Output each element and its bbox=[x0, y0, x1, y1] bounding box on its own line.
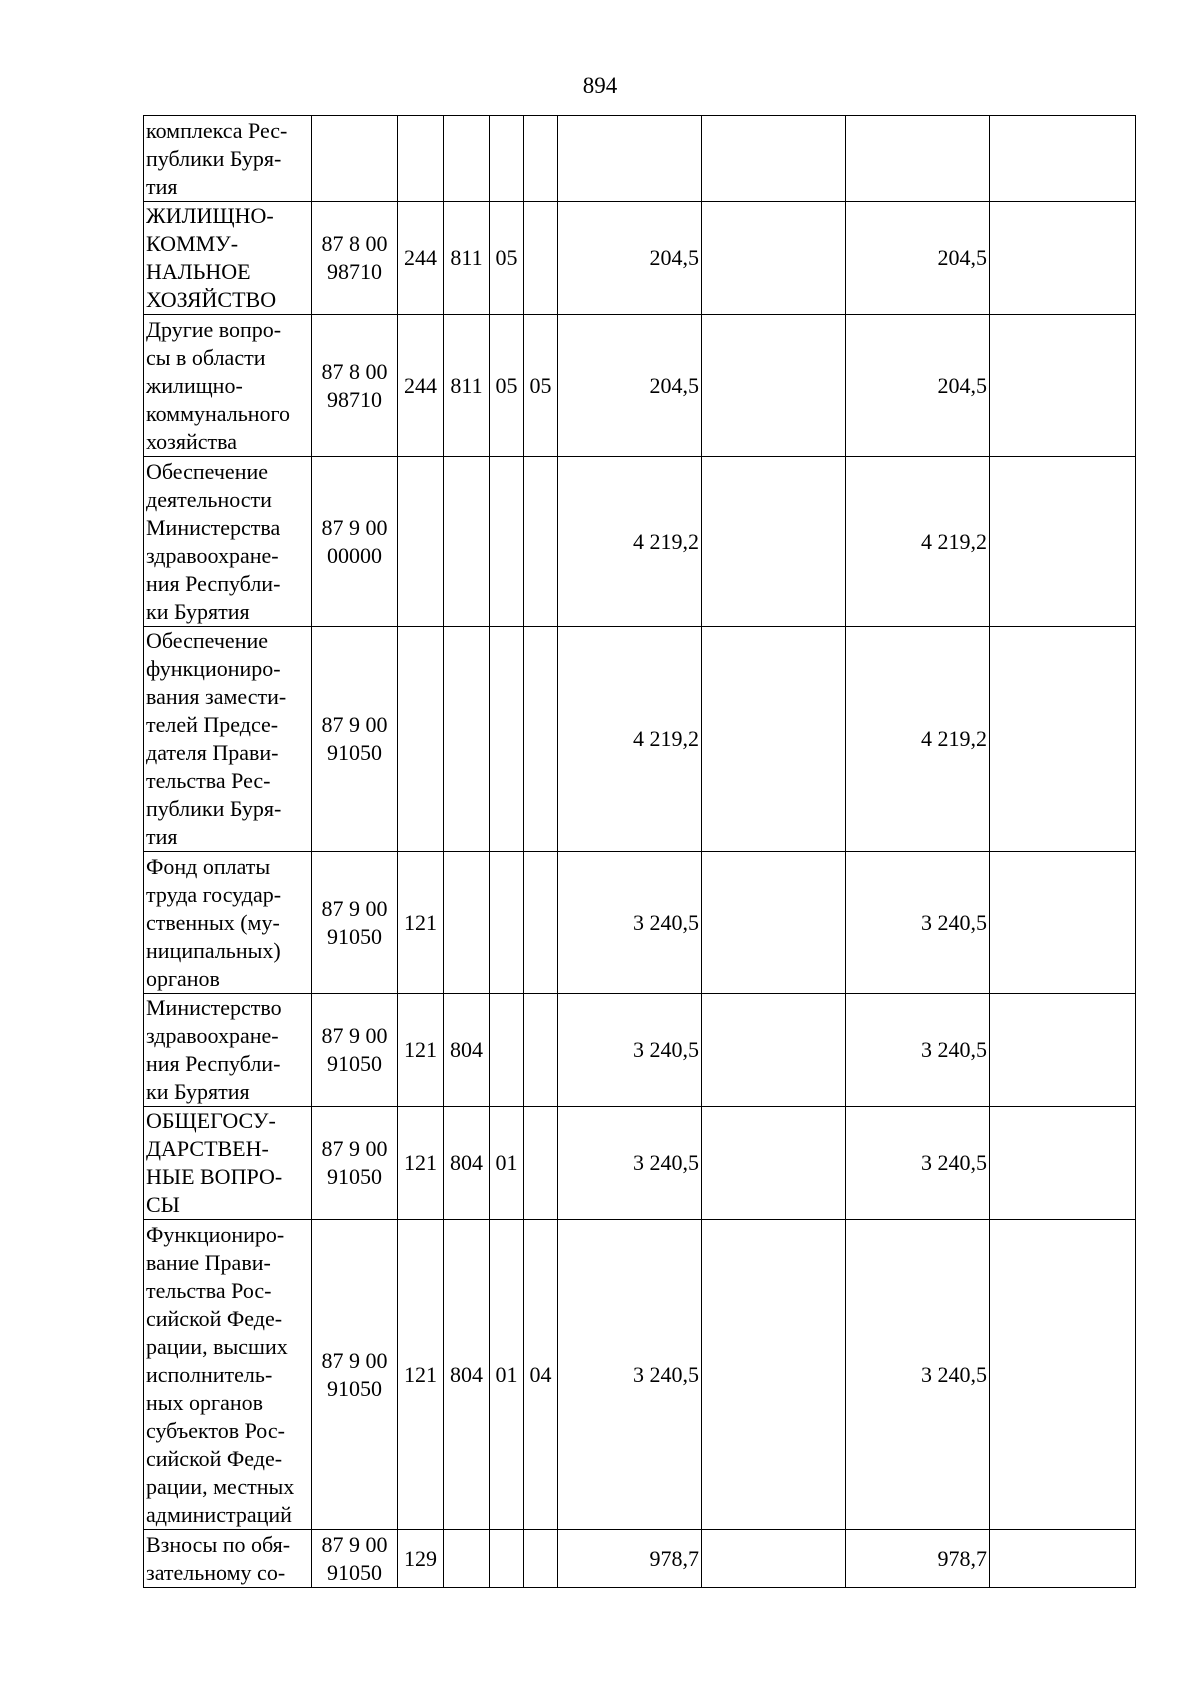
amount-total: 978,7 bbox=[558, 1530, 702, 1588]
row-name-line: здравоохране- bbox=[146, 542, 279, 568]
expense-type-code: 129 bbox=[398, 1530, 444, 1588]
amount-republic: 978,7 bbox=[846, 1530, 990, 1588]
amount-total: 4 219,2 bbox=[558, 457, 702, 627]
amount-federal bbox=[702, 457, 846, 627]
table-row bbox=[144, 627, 1136, 852]
row-name-line: КОММУ- bbox=[146, 231, 239, 256]
subsection-code bbox=[524, 852, 558, 994]
ministry-code bbox=[444, 852, 490, 994]
row-name bbox=[144, 116, 312, 202]
row-name-line: деятельности bbox=[146, 486, 272, 512]
table-row bbox=[144, 457, 1136, 627]
amount-republic: 4 219,2 bbox=[846, 627, 990, 852]
target-article-code-line: 91050 bbox=[327, 1051, 382, 1076]
amount-other bbox=[990, 627, 1136, 852]
table-row bbox=[144, 852, 1136, 994]
row-name bbox=[144, 1107, 312, 1220]
target-article-code-line: 87 9 00 bbox=[321, 1136, 388, 1161]
row-name-line: тия bbox=[146, 824, 178, 849]
expense-type-code: 121 bbox=[398, 1220, 444, 1530]
row-name-line: сийской Феде- bbox=[146, 1445, 283, 1471]
target-article-code bbox=[312, 315, 398, 457]
row-name-line: комплекса Рес- bbox=[146, 117, 288, 143]
row-name-line: Министерства bbox=[146, 514, 281, 540]
table-row bbox=[144, 1107, 1136, 1220]
amount-federal bbox=[702, 1220, 846, 1530]
row-name bbox=[144, 202, 312, 315]
amount-federal bbox=[702, 1107, 846, 1220]
row-name bbox=[144, 457, 312, 627]
row-name bbox=[144, 627, 312, 852]
target-article-code-line: 91050 bbox=[327, 740, 382, 765]
target-article-code-line: 91050 bbox=[327, 1559, 382, 1585]
row-name-line: труда государ- bbox=[146, 881, 282, 907]
target-article-code-line: 91050 bbox=[327, 923, 382, 949]
table-body bbox=[144, 116, 1136, 1588]
section-code bbox=[490, 457, 524, 627]
subsection-code bbox=[524, 1530, 558, 1588]
row-name-line: ОБЩЕГОСУ- bbox=[146, 1108, 276, 1133]
row-name-line: жилищно- bbox=[146, 372, 243, 398]
row-name-line: тельства Рос- bbox=[146, 1277, 272, 1303]
target-article-code bbox=[312, 852, 398, 994]
row-name-line: НЫЕ ВОПРО- bbox=[146, 1164, 283, 1189]
amount-total: 3 240,5 bbox=[558, 1220, 702, 1530]
target-article-code-line: 00000 bbox=[327, 542, 382, 568]
amount-republic: 3 240,5 bbox=[846, 1220, 990, 1530]
budget-table bbox=[143, 115, 1136, 1588]
amount-republic: 204,5 bbox=[846, 315, 990, 457]
row-name-line: Другие вопро- bbox=[146, 316, 282, 342]
row-name-line: ния Республи- bbox=[146, 570, 281, 596]
amount-total: 3 240,5 bbox=[558, 1107, 702, 1220]
row-name-line: ки Бурятия bbox=[146, 598, 250, 624]
expense-type-code bbox=[398, 627, 444, 852]
target-article-code bbox=[312, 627, 398, 852]
row-name-line: ственных (му- bbox=[146, 909, 280, 935]
row-name-line: Обеспечение bbox=[146, 628, 268, 653]
amount-total: 3 240,5 bbox=[558, 852, 702, 994]
row-name-line: публики Буря- bbox=[146, 145, 282, 171]
amount-federal bbox=[702, 994, 846, 1107]
table-row bbox=[144, 315, 1136, 457]
row-name-line: субъектов Рос- bbox=[146, 1417, 285, 1443]
target-article-code-line: 91050 bbox=[327, 1375, 382, 1401]
amount-federal bbox=[702, 116, 846, 202]
amount-other bbox=[990, 1107, 1136, 1220]
row-name-line: ниципальных) bbox=[146, 937, 281, 963]
amount-republic: 204,5 bbox=[846, 202, 990, 315]
section-code: 01 bbox=[490, 1220, 524, 1530]
row-name bbox=[144, 852, 312, 994]
row-name-line: ния Республи- bbox=[146, 1051, 281, 1076]
amount-republic bbox=[846, 116, 990, 202]
row-name-line: коммунального bbox=[146, 400, 290, 426]
row-name-line: зательному со- bbox=[146, 1559, 286, 1585]
section-code: 05 bbox=[490, 202, 524, 315]
expense-type-code: 121 bbox=[398, 1107, 444, 1220]
amount-other bbox=[990, 1220, 1136, 1530]
target-article-code-line: 87 8 00 bbox=[321, 231, 388, 256]
target-article-code bbox=[312, 116, 398, 202]
row-name-line: тия bbox=[146, 173, 178, 199]
target-article-code bbox=[312, 457, 398, 627]
target-article-code bbox=[312, 1530, 398, 1588]
subsection-code bbox=[524, 202, 558, 315]
section-code bbox=[490, 627, 524, 852]
table-row bbox=[144, 1220, 1136, 1530]
amount-total: 3 240,5 bbox=[558, 994, 702, 1107]
target-article-code-line: 87 9 00 bbox=[321, 712, 388, 737]
target-article-code bbox=[312, 1220, 398, 1530]
table-row bbox=[144, 994, 1136, 1107]
expense-type-code: 121 bbox=[398, 852, 444, 994]
page-number: 894 bbox=[582, 73, 618, 98]
amount-republic: 4 219,2 bbox=[846, 457, 990, 627]
amount-other bbox=[990, 315, 1136, 457]
amount-other bbox=[990, 202, 1136, 315]
amount-federal bbox=[702, 315, 846, 457]
ministry-code: 811 bbox=[444, 202, 490, 315]
amount-total bbox=[558, 116, 702, 202]
expense-type-code: 121 bbox=[398, 994, 444, 1107]
target-article-code-line: 87 9 00 bbox=[321, 1023, 388, 1048]
subsection-code: 05 bbox=[524, 315, 558, 457]
target-article-code-line: 91050 bbox=[327, 1164, 382, 1189]
amount-republic: 3 240,5 bbox=[846, 994, 990, 1107]
target-article-code-line: 87 9 00 bbox=[321, 514, 388, 540]
section-code bbox=[490, 1530, 524, 1588]
row-name-line: ЖИЛИЩНО- bbox=[146, 203, 274, 228]
row-name-line: Министерство bbox=[146, 995, 282, 1020]
row-name bbox=[144, 1530, 312, 1588]
subsection-code: 04 bbox=[524, 1220, 558, 1530]
row-name-line: НАЛЬНОЕ bbox=[146, 259, 251, 284]
amount-republic: 3 240,5 bbox=[846, 852, 990, 994]
row-name-line: ных органов bbox=[146, 1389, 264, 1415]
row-name-line: вания замести- bbox=[146, 684, 287, 709]
row-name-line: администраций bbox=[146, 1501, 292, 1527]
amount-other bbox=[990, 994, 1136, 1107]
amount-other bbox=[990, 116, 1136, 202]
row-name-line: Функциониро- bbox=[146, 1221, 285, 1247]
expense-type-code: 244 bbox=[398, 202, 444, 315]
row-name-line: рации, высших bbox=[146, 1333, 288, 1359]
expense-type-code: 244 bbox=[398, 315, 444, 457]
table-row bbox=[144, 1530, 1136, 1588]
amount-federal bbox=[702, 852, 846, 994]
row-name-line: Фонд оплаты bbox=[146, 853, 271, 879]
row-name-line: функциониро- bbox=[146, 656, 281, 681]
target-article-code bbox=[312, 1107, 398, 1220]
ministry-code: 804 bbox=[444, 994, 490, 1107]
amount-federal bbox=[702, 202, 846, 315]
amount-other bbox=[990, 1530, 1136, 1588]
row-name-line: рации, местных bbox=[146, 1473, 295, 1499]
row-name-line: дателя Прави- bbox=[146, 740, 279, 765]
target-article-code-line: 87 8 00 bbox=[321, 358, 388, 384]
row-name-line: публики Буря- bbox=[146, 796, 282, 821]
subsection-code bbox=[524, 457, 558, 627]
row-name-line: исполнитель- bbox=[146, 1361, 273, 1387]
row-name-line: сийской Феде- bbox=[146, 1305, 283, 1331]
row-name-line: тельства Рес- bbox=[146, 768, 271, 793]
amount-federal bbox=[702, 1530, 846, 1588]
expense-type-code bbox=[398, 457, 444, 627]
table-row bbox=[144, 116, 1136, 202]
ministry-code bbox=[444, 116, 490, 202]
ministry-code: 811 bbox=[444, 315, 490, 457]
section-code bbox=[490, 852, 524, 994]
row-name-line: ки Бурятия bbox=[146, 1079, 250, 1104]
ministry-code: 804 bbox=[444, 1107, 490, 1220]
ministry-code bbox=[444, 1530, 490, 1588]
section-code: 05 bbox=[490, 315, 524, 457]
target-article-code bbox=[312, 202, 398, 315]
expense-type-code bbox=[398, 116, 444, 202]
ministry-code bbox=[444, 457, 490, 627]
target-article-code-line: 87 9 00 bbox=[321, 1347, 388, 1373]
amount-total: 204,5 bbox=[558, 202, 702, 315]
row-name-line: органов bbox=[146, 965, 220, 991]
amount-other bbox=[990, 852, 1136, 994]
subsection-code bbox=[524, 116, 558, 202]
amount-other bbox=[990, 457, 1136, 627]
row-name bbox=[144, 994, 312, 1107]
row-name-line: ДАРСТВЕН- bbox=[146, 1136, 269, 1161]
ministry-code: 804 bbox=[444, 1220, 490, 1530]
amount-federal bbox=[702, 627, 846, 852]
row-name-line: здравоохране- bbox=[146, 1023, 279, 1048]
row-name-line: телей Предсе- bbox=[146, 712, 279, 737]
row-name-line: ХОЗЯЙСТВО bbox=[146, 287, 277, 312]
target-article-code-line: 87 9 00 bbox=[321, 1531, 388, 1557]
table-row bbox=[144, 202, 1136, 315]
target-article-code-line: 98710 bbox=[327, 259, 382, 284]
row-name-line: СЫ bbox=[146, 1192, 180, 1217]
subsection-code bbox=[524, 627, 558, 852]
row-name bbox=[144, 315, 312, 457]
row-name-line: Взносы по обя- bbox=[146, 1531, 291, 1557]
ministry-code bbox=[444, 627, 490, 852]
section-code bbox=[490, 994, 524, 1107]
row-name-line: сы в области bbox=[146, 344, 266, 370]
target-article-code-line: 87 9 00 bbox=[321, 895, 388, 921]
section-code bbox=[490, 116, 524, 202]
row-name-line: Обеспечение bbox=[146, 458, 268, 484]
row-name bbox=[144, 1220, 312, 1530]
subsection-code bbox=[524, 1107, 558, 1220]
target-article-code-line: 98710 bbox=[327, 386, 382, 412]
row-name-line: хозяйства bbox=[146, 428, 237, 454]
target-article-code bbox=[312, 994, 398, 1107]
row-name-line: вание Прави- bbox=[146, 1249, 271, 1275]
section-code: 01 bbox=[490, 1107, 524, 1220]
subsection-code bbox=[524, 994, 558, 1107]
amount-total: 204,5 bbox=[558, 315, 702, 457]
amount-republic: 3 240,5 bbox=[846, 1107, 990, 1220]
amount-total: 4 219,2 bbox=[558, 627, 702, 852]
